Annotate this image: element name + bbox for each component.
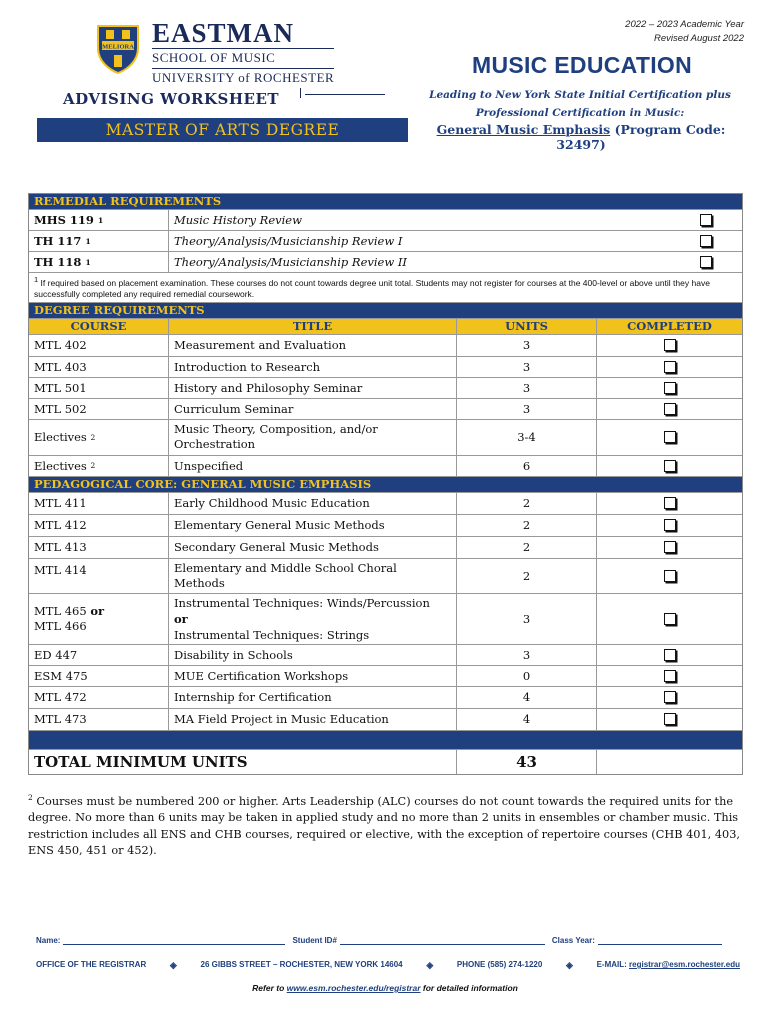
checkbox[interactable] [664, 541, 676, 553]
degree-section-header: DEGREE REQUIREMENTS [29, 303, 742, 319]
diamond-separator-icon: ◈ [565, 960, 573, 970]
course-cell: Electives 2 [29, 456, 169, 476]
table-row [29, 709, 742, 731]
units-cell: 4 [457, 687, 597, 708]
title-cell: Elementary and Middle School Choral Methods [169, 559, 457, 593]
title-cell: Music Theory, Composition, and/or Orchestration [169, 420, 457, 455]
course-cell: ESM 475 [29, 666, 169, 686]
table-row [29, 378, 742, 399]
certification-subtitle [420, 86, 740, 122]
course-cell: MTL 411 [29, 493, 169, 514]
checkbox[interactable] [700, 214, 712, 226]
total-row [29, 750, 742, 774]
column-header-course: COURSE [29, 319, 169, 334]
title-cell: Disability in Schools [169, 645, 457, 665]
course-cell: MTL 501 [29, 378, 169, 398]
diamond-separator-icon: ◈ [426, 960, 434, 970]
completed-cell [597, 252, 742, 272]
checkbox[interactable] [700, 256, 712, 268]
logo-school: SCHOOL OF MUSIC [152, 48, 334, 66]
logo-university: UNIVERSITY of ROCHESTER [152, 70, 335, 85]
checkbox[interactable] [664, 382, 676, 394]
units-cell: 2 [457, 493, 597, 514]
course-cell: MTL 465 or MTL 466 [29, 594, 169, 644]
course-cell: MTL 402 [29, 335, 169, 356]
units-cell: 3-4 [457, 420, 597, 455]
email-link[interactable]: registrar@esm.rochester.edu [629, 960, 740, 969]
title-cell: Secondary General Music Methods [169, 537, 457, 558]
checkbox[interactable] [700, 235, 712, 247]
table-row [29, 399, 742, 420]
class-year-field[interactable] [598, 936, 722, 945]
remedial-footnote: $^1$ If required based on placement examination. These courses do not count towards degree unit total. Students may not register for courses at the 400-level or above until they have successfully completed any required remedial coursework. [29, 273, 742, 303]
title-cell: Instrumental Techniques: Winds/Percussion or Instrumental Techniques: Strings [169, 594, 457, 644]
checkbox[interactable] [664, 519, 676, 531]
column-header-units: UNITS [457, 319, 597, 334]
units-cell: 2 [457, 537, 597, 558]
checkbox[interactable] [664, 431, 676, 443]
title-cell: MA Field Project in Music Education [169, 709, 457, 730]
email-label: E-MAIL: [596, 960, 627, 969]
title-cell: History and Philosophy Seminar [169, 378, 457, 398]
completed-cell [597, 210, 742, 230]
title-cell: Internship for Certification [169, 687, 457, 708]
requirements-table [28, 193, 743, 775]
diamond-separator-icon: ◈ [169, 960, 177, 970]
title-cell: Early Childhood Music Education [169, 493, 457, 514]
table-row [29, 252, 742, 273]
checkbox[interactable] [664, 570, 676, 582]
office-address: 26 GIBBS STREET – ROCHESTER, NEW YORK 14604 [200, 960, 403, 969]
completed-cell [597, 399, 742, 419]
completed-cell [597, 357, 742, 377]
table-row [29, 666, 742, 687]
units-cell: 3 [457, 378, 597, 398]
checkbox[interactable] [664, 691, 676, 703]
program-code: (Program Code: 32497) [556, 122, 726, 152]
student-id-field[interactable] [340, 936, 545, 945]
registrar-link[interactable]: www.esm.rochester.edu/registrar [286, 983, 421, 993]
eastman-wordmark [152, 20, 334, 86]
remedial-section-header: REMEDIAL REQUIREMENTS [29, 194, 742, 210]
shield-motto: MELIORA [102, 43, 134, 51]
title-cell: Theory/Analysis/Musicianship Review II [174, 255, 407, 269]
refer-line: Refer to www.esm.rochester.edu/registrar for detailed information [252, 983, 518, 993]
completed-cell [597, 420, 742, 455]
checkbox[interactable] [664, 460, 676, 472]
units-cell: 0 [457, 666, 597, 686]
logo-eastman: EASTMAN [152, 18, 295, 48]
completed-cell [597, 515, 742, 536]
total-units: 43 [457, 750, 597, 774]
units-cell: 4 [457, 709, 597, 730]
course-cell: MTL 413 [29, 537, 169, 558]
title-cell: Unspecified [169, 456, 457, 476]
office-phone: PHONE (585) 274-1220 [456, 960, 543, 969]
degree-band: MASTER OF ARTS DEGREE [37, 118, 408, 142]
table-row [29, 231, 742, 252]
units-cell: 3 [457, 594, 597, 644]
table-row [29, 357, 742, 378]
completed-cell [597, 594, 742, 644]
checkbox[interactable] [664, 713, 676, 725]
title-cell: Measurement and Evaluation [169, 335, 457, 356]
completed-cell [597, 335, 742, 356]
course-cell: MTL 414 [29, 559, 169, 593]
title-cell: Music History Review [174, 213, 302, 227]
subtitle-line-1: Leading to New York State Initial Certification plus [429, 89, 731, 101]
contact-bar [36, 960, 740, 971]
university-shield-logo [92, 22, 144, 74]
emphasis-name: General Music Emphasis [436, 122, 611, 137]
course-cell: MTL 403 [29, 357, 169, 377]
title-cell: MUE Certification Workshops [169, 666, 457, 686]
name-label: Name: [36, 936, 61, 945]
revised-date: Revised August 2022 [654, 33, 744, 44]
checkbox[interactable] [664, 339, 676, 351]
table-row [29, 537, 742, 559]
office-name: OFFICE OF THE REGISTRAR [36, 960, 147, 969]
student-info-form [36, 936, 736, 945]
course-cell: MHS 119 1 [29, 210, 169, 230]
checkbox[interactable] [664, 613, 676, 625]
completed-cell [597, 709, 742, 730]
completed-cell [597, 456, 742, 476]
subtitle-line-2: Professional Certification in Music: [475, 107, 685, 119]
name-field[interactable] [63, 936, 285, 945]
completed-cell [597, 666, 742, 686]
course-cell: MTL 502 [29, 399, 169, 419]
table-row [29, 559, 742, 594]
table-row [29, 493, 742, 515]
table-row [29, 645, 742, 666]
completed-cell [597, 493, 742, 514]
course-cell: MTL 472 [29, 687, 169, 708]
total-empty-cell [597, 750, 742, 774]
course-cell: MTL 412 [29, 515, 169, 536]
emphasis-line [416, 122, 746, 152]
table-row [29, 210, 742, 231]
table-row [29, 420, 742, 456]
advising-worksheet-title: ADVISING WORKSHEET [63, 90, 280, 108]
units-cell: 3 [457, 645, 597, 665]
units-cell: 3 [457, 357, 597, 377]
course-cell: ED 447 [29, 645, 169, 665]
units-cell: 2 [457, 559, 597, 593]
course-cell: TH 117 1 [29, 231, 169, 251]
checkbox[interactable] [664, 649, 676, 661]
student-id-label: Student ID# [292, 936, 337, 945]
completed-cell [597, 537, 742, 558]
course-cell: TH 118 1 [29, 252, 169, 272]
table-row [29, 515, 742, 537]
completed-cell [597, 559, 742, 593]
title-cell: Elementary General Music Methods [169, 515, 457, 536]
column-header-completed: COMPLETED [627, 319, 712, 334]
table-row [29, 687, 742, 709]
units-cell: 3 [457, 335, 597, 356]
table-row [29, 335, 742, 357]
pedagogical-section-header: PEDAGOGICAL CORE: GENERAL MUSIC EMPHASIS [29, 477, 742, 493]
checkbox[interactable] [664, 361, 676, 373]
checkbox[interactable] [664, 403, 676, 415]
units-cell: 6 [457, 456, 597, 476]
units-cell: 2 [457, 515, 597, 536]
course-cell: MTL 473 [29, 709, 169, 730]
academic-year: 2022 – 2023 Academic Year [625, 19, 744, 30]
completed-cell [597, 378, 742, 398]
header-divider [300, 88, 411, 98]
table-row [29, 594, 742, 645]
table-divider-band [29, 731, 742, 750]
table-row [29, 456, 742, 477]
completed-cell [597, 645, 742, 665]
completed-cell [597, 231, 742, 251]
column-header-title: TITLE [169, 319, 457, 334]
checkbox[interactable] [664, 670, 676, 682]
completed-cell [597, 687, 742, 708]
units-cell: 3 [457, 399, 597, 419]
total-label: TOTAL MINIMUM UNITS [29, 750, 457, 774]
title-cell: Curriculum Seminar [169, 399, 457, 419]
title-cell: Introduction to Research [169, 357, 457, 377]
checkbox[interactable] [664, 497, 676, 509]
class-year-label: Class Year: [551, 936, 595, 945]
program-title: MUSIC EDUCATION [471, 52, 692, 78]
academic-year-block [625, 18, 744, 46]
course-cell: Electives 2 [29, 420, 169, 455]
title-cell: Theory/Analysis/Musicianship Review I [174, 234, 403, 248]
column-header-row [29, 319, 742, 335]
electives-footnote: $^2$ Courses must be numbered 200 or higher. Arts Leadership (ALC) courses do not count towards the required units for the degree. No more than 6 units may be taken in applied study and no more than 2 units in ensembles or chamber music. This restriction includes all ENS and CHB courses, required or elective, with the exception of repertoire courses (CHB 401, 403, ENS 450, 451 or 452). [28, 793, 740, 858]
